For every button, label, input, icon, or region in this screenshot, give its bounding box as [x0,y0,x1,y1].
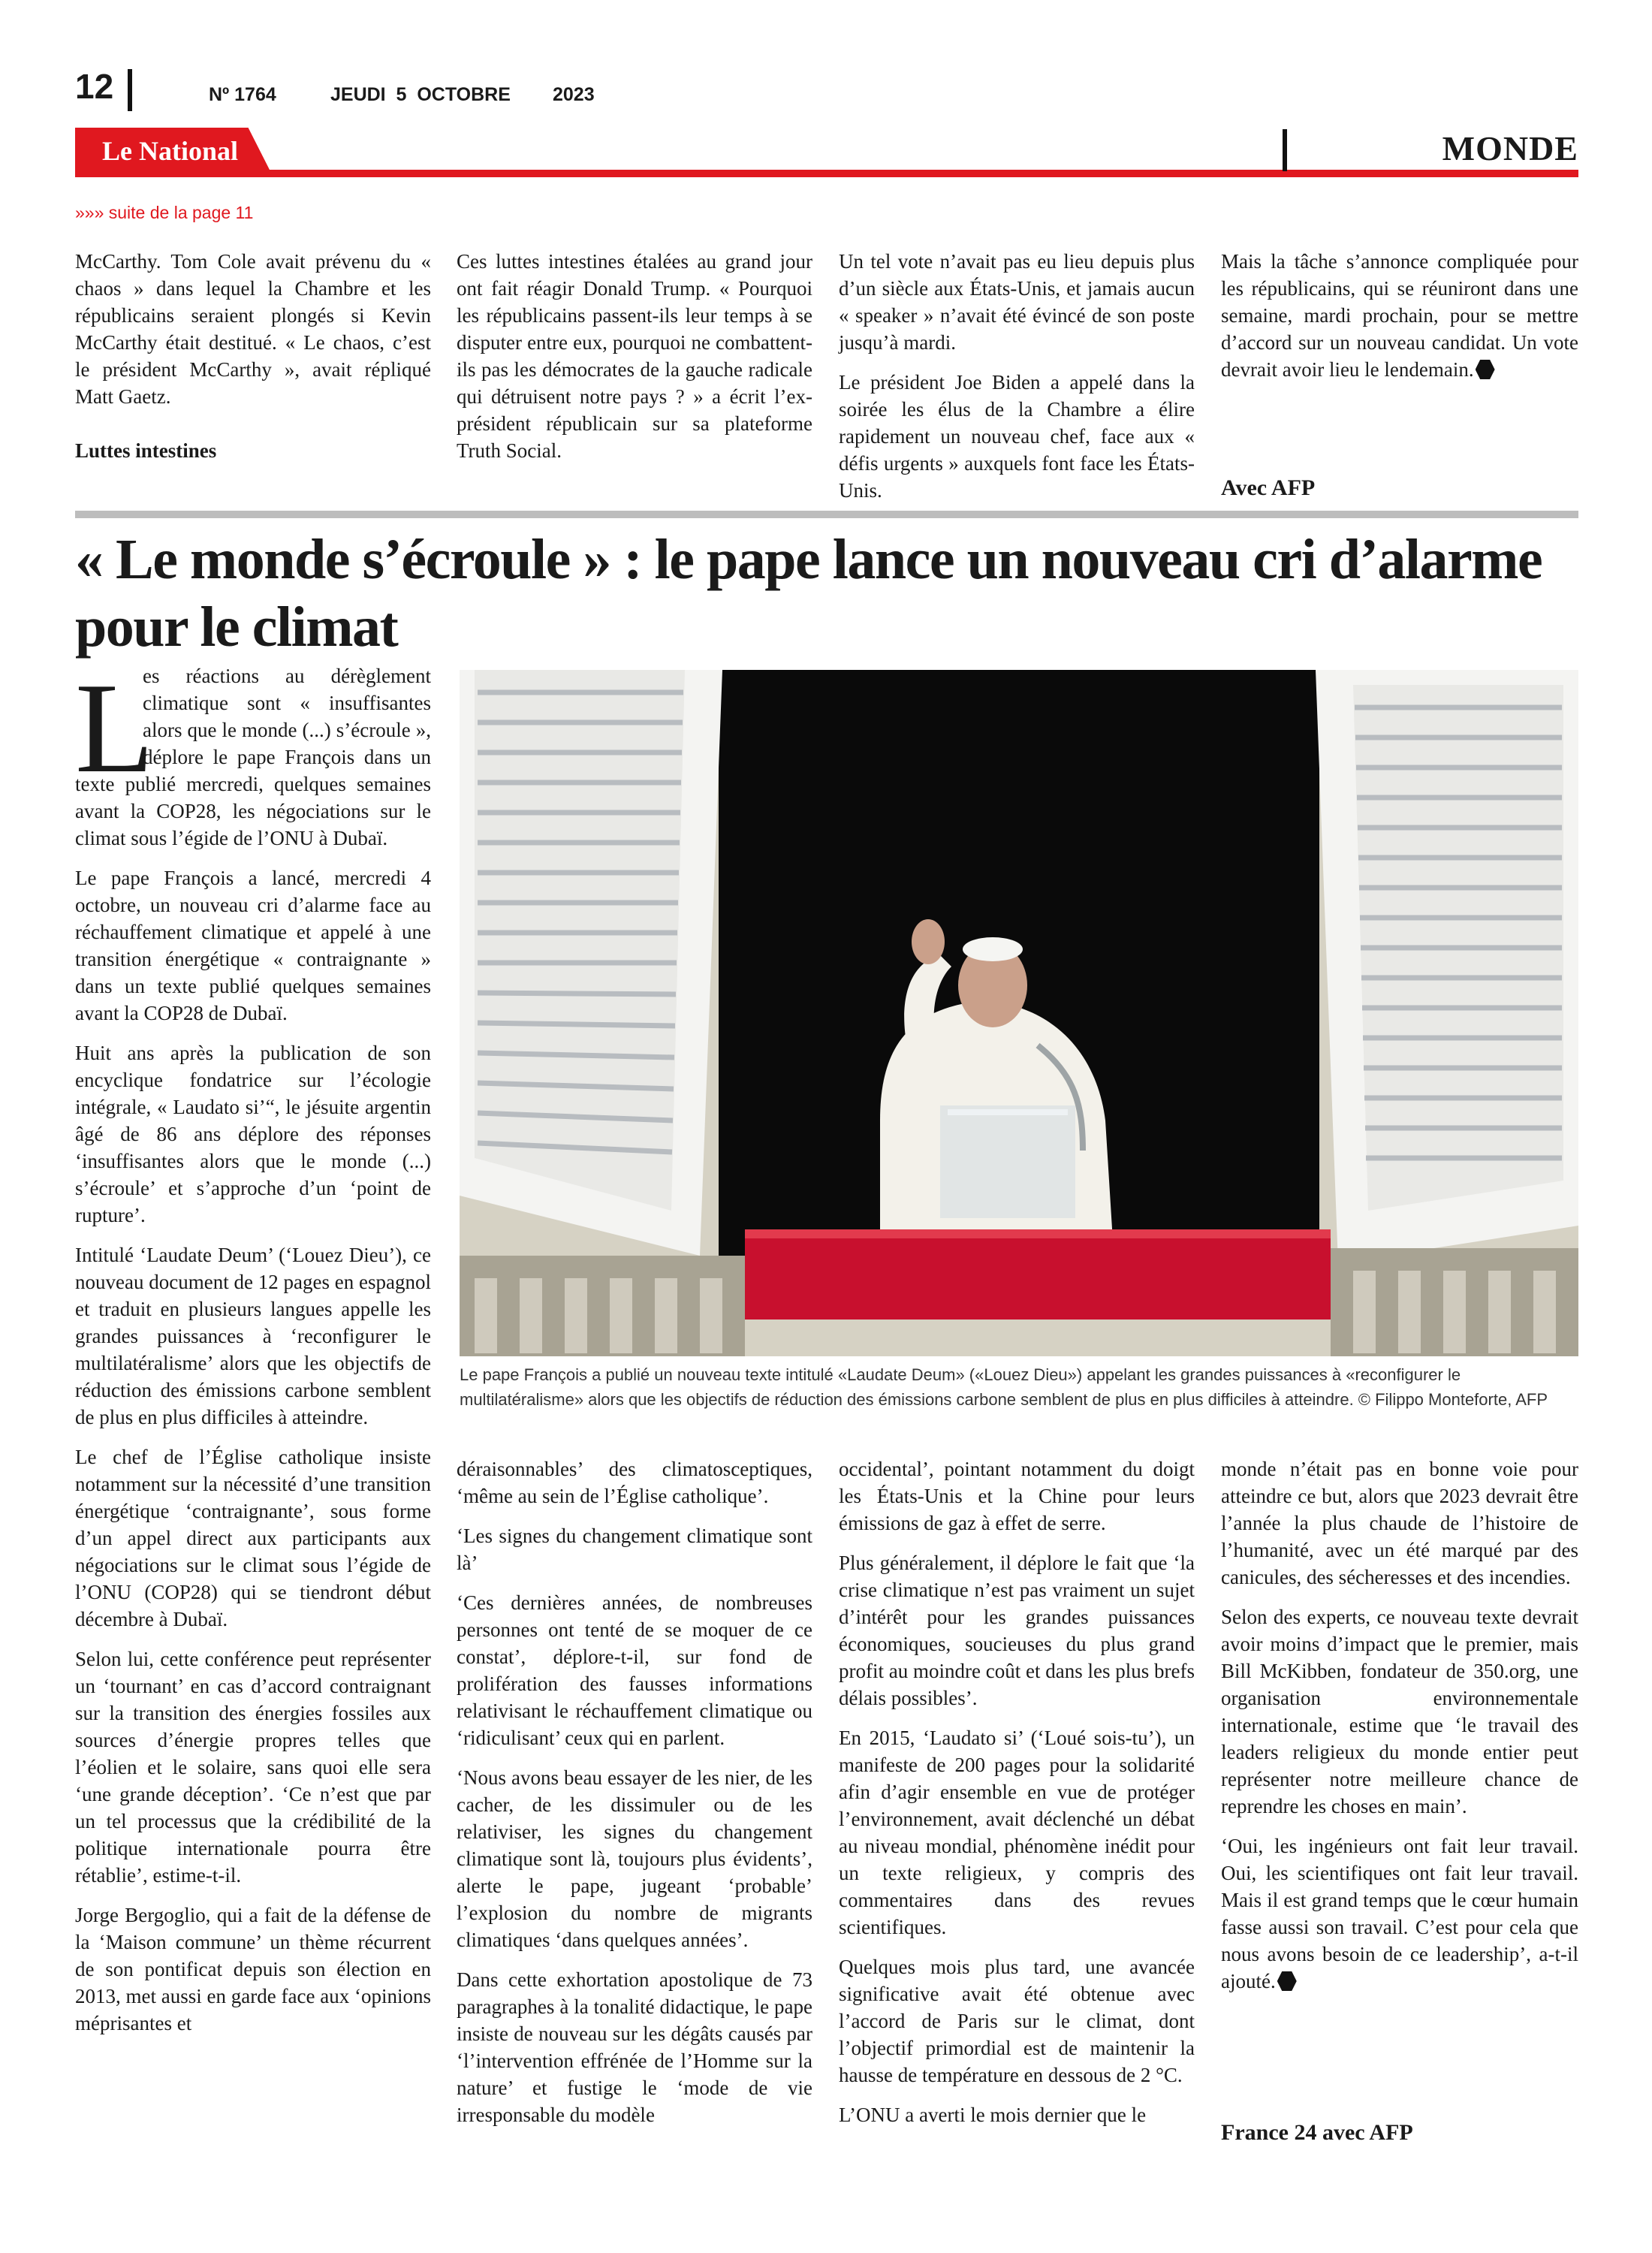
top-article-credit: Avec AFP [1221,475,1316,500]
paragraph: L’ONU a averti le mois dernier que le [839,2104,1147,2126]
paragraph: Selon des experts, ce nouveau texte devrait avoir moins d’impact que le premier, mais Bill McKibben, fondateur de 350.org, une organisation environnementale internationale, estime que ‘le travail des leaders religieux du monde entier peut représenter notre meilleure chance de reprendre les choses en main’. [1221,1606,1578,1817]
top-article-column-4 [1221,248,1578,383]
end-mark-icon [1277,1971,1297,1991]
red-drape [745,1229,1331,1320]
right-shutter [1316,670,1578,1263]
drop-cap-space [75,662,143,771]
page-number-divider [128,69,132,111]
left-shutter [460,670,722,1256]
continuation-note: »»» suite de la page 11 [75,203,254,222]
paragraph: Le pape François a lancé, mercredi 4 octobre, un nouveau cri d’alarme face au réchauffement climatique et appelé à une transition énergétique « contraignante » dans un texte publié quelques semaines avant la COP28 de Dubaï. [75,867,431,1024]
end-mark-icon [1476,360,1495,379]
paragraph [1221,1832,1578,1995]
paragraph-text: ‘Oui, les ingénieurs ont fait leur travail. Oui, les scientifiques ont fait leur travail. Mais il est grand temps que le cœur humain fasse aussi son travail. C’est pour cela que nous avons besoin de ce leadership’, a-t-il ajouté. [1221,1835,1578,1992]
photo-caption: Le pape François a publié un nouveau texte intitulé «Laudate Deum» («Louez Dieu») appelant les grandes puissances à «reconfigurer le multilatéralisme» alors que les objectifs de réduction des émissions carbone semblent de plus en plus difficiles à atteindre. © Filippo Monteforte, AFP [460,1365,1548,1409]
paragraph [1221,248,1578,383]
lead-paragraph [75,657,431,852]
top-article-column-2 [457,248,812,464]
main-article-column-4 [1221,1455,1578,1995]
issue-date: JEUDI 5 OCTOBRE [330,84,511,105]
paragraph: Dans cette exhortation apostolique de 73 paragraphes à la tonalité didactique, le pape insiste de nouveau sur les dégâts causés par ‘l’intervention effrénée de l’Homme sur la nature’ et fustige le ‘mode de vie irresponsable du modèle [457,1968,812,2126]
main-article-column-1 [75,657,431,2037]
page-number: 12 [75,67,114,106]
photo-illustration [460,670,1578,1356]
paragraph: Selon lui, cette conférence peut représenter un ‘tournant’ en cas d’accord contraignant sur la transition des énergies fossiles aux sources d’énergie propres telles que l’éolien et le solaire, sans quoi elle sera ‘une grande déception’. ‘Ce n’est que par un tel processus que la crédibilité de la politique internationale pourra être rétablie’, estime-t-il. [75,1648,431,1887]
paragraph-text: Mais la tâche s’annonce compliquée pour les républicains, qui se réuniront dans une semaine, mardi prochain, pour se mettre d’accord sur un nouveau candidat. Un vote devrait avoir lieu le lendemain. [1221,250,1578,381]
headline: « Le monde s’écroule » : le pape lance un nouveau cri d’alarme pour le climat [75,528,1542,659]
paragraph: Un tel vote n’avait pas eu lieu depuis plus d’un siècle aux États-Unis, et jamais aucun « speaker » n’avait été évincé de son poste jusqu’à mardi. [839,250,1195,354]
paragraph: Ces luttes intestines étalées au grand jour ont fait réagir Donald Trump. « Pourquoi les républicains passent-ils leur temps à se disputer entre eux, pourquoi ne combattent-ils pas les démocrates de la gauche radicale qui détruisent notre pays ? » a écrit l’ex-président républicain sur sa plateforme Truth Social. [457,250,812,462]
main-article-credit: France 24 avec AFP [1221,2120,1413,2145]
paragraph: Jorge Bergoglio, qui a fait de la défense de la ‘Maison commune’ un thème récurrent de son pontificat depuis son élection en 2013, met aussi en garde face aux ‘opinions méprisantes et [75,1904,431,2034]
header-rule [75,170,1578,177]
paragraph: ‘Les signes du changement climatique sont là’ [457,1525,812,1574]
paragraph: monde n’était pas en bonne voie pour atteindre ce but, alors que 2023 devrait être l’année la plus chaude de l’histoire de l’humanité, avec un été marqué par des canicules, des sécheresses et des incendies. [1221,1458,1578,1588]
top-article-column-3 [839,248,1195,504]
paragraph: Le président Joe Biden a appelé dans la soirée les élus de la Chambre a élire rapidement un nouveau chef, face aux « défis urgents » auxquels font face les États-Unis. [839,371,1195,502]
issue-year: 2023 [553,84,595,105]
paragraph: ‘Nous avons beau essayer de les nier, de les cacher, de les dissimuler ou de les relativiser, les signes du changement climatique sont là, toujours plus évidents’, alerte le pape, jugeant ‘probable’ l’explosion du nombre de migrants climatiques ‘dans quelques années’. [457,1766,812,1951]
section-divider [1283,129,1287,171]
publication-logo: Le National [102,136,239,166]
paragraph: Plus généralement, il déplore le fait que ‘la crise climatique n’est pas vraiment un sujet d’intérêt pour les grandes puissances économiques, soucieuses du plus grand profit au moindre coût et dans les plus brefs délais possibles’. [839,1552,1195,1709]
paragraph: ‘Ces dernières années, de nombreuses personnes ont tenté de se moquer de ce constat’, déplore-t-il, sur fond de prolifération des fausses informations relativisant le réchauffement climatique ou ‘ridiculisant’ ceux qui en parlent. [457,1591,812,1749]
paragraph: En 2015, ‘Laudato si’ (‘Loué sois-tu’), un manifeste de 200 pages pour la solidarité afin d’agir ensemble en vue de protéger l’environnement, avait déclenché un débat au niveau mondial, phénomène inédit pour un texte religieux, y compris des commentaires dans des revues scientifiques. [839,1727,1195,1938]
paragraph: Quelques mois plus tard, une avancée significative avait été obtenue avec l’accord de Paris sur le climat, dont l’objectif primordial est de maintenir la hausse de température en dessous de 2 °C. [839,1956,1195,2086]
lead-paragraph-text: es réactions au dérèglement climatique sont « insuffisantes alors que le monde (...) s’écroule », déplore le pape François dans un texte publié mercredi, quelques semaines avant la COP28, les négociations sur le climat sous l’égide de l’ONU à Dubaï. [75,665,431,849]
paragraph: Le chef de l’Église catholique insiste notamment sur la nécessité d’une transition énergétique ‘contraignante’, sous forme d’un appel direct aux participants aux négociations sur le climat sous l’égide de l’ONU (COP28) qui se tiendront début décembre à Dubaï. [75,1446,431,1630]
issue-number: Nº 1764 [209,84,276,105]
pope-photo [460,670,1578,1356]
paragraph: déraisonnables’ des climatosceptiques, ‘même au sein de l’Église catholique’. [457,1458,812,1507]
paragraph: McCarthy. Tom Cole avait prévenu du « chaos » dans lequel la Chambre et les républicains seraient plongés si Kevin McCarthy était destitué. « Le chaos, c’est le président McCarthy », avait répliqué Matt Gaetz. [75,250,431,408]
main-article-column-2 [457,1455,812,2128]
drop-cap: L [75,657,155,800]
paragraph: Huit ans après la publication de son encyclique fondatrice sur l’écologie intégrale, « Laudato si’“, le jésuite argentin âgé de 86 ans déplore des réponses ‘insuffisantes alors que le monde (...) s’écroule’ et s’approche d’un ‘point de rupture’. [75,1042,431,1226]
paragraph: occidental’, pointant notamment du doigt les États-Unis et la Chine pour leurs émissions de gaz à effet de serre. [839,1458,1195,1534]
section-title: MONDE [1442,129,1578,167]
subhead: Luttes intestines [75,439,217,462]
article-divider [75,511,1578,518]
main-article-column-3 [839,1455,1195,2128]
paragraph: Intitulé ‘Laudate Deum’ (‘Louez Dieu’), ce nouveau document de 12 pages en espagnol et traduit en plusieurs langues appelle les grandes puissances à ‘reconfigurer le multilatéralisme’ alors que les objectifs de réduction des émissions carbone semblent de plus en plus difficiles à atteindre. [75,1244,431,1428]
top-article-column-1 [75,248,431,464]
